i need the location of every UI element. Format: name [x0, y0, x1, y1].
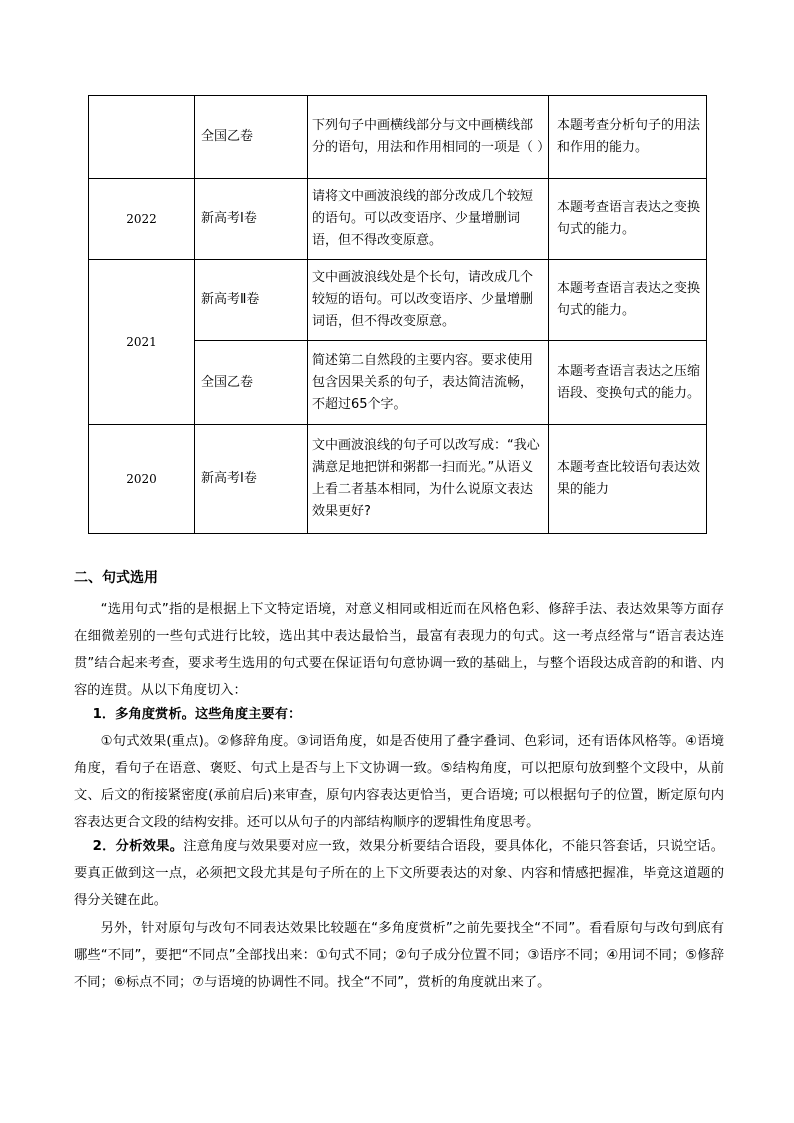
year-cell: 2022 [89, 179, 195, 260]
requirement-cell: 本题考查语言表达之变换句式的能力。 [549, 260, 707, 341]
point2-heading: 2．分析效果。 [92, 839, 184, 854]
table-row [89, 260, 707, 341]
table-row [89, 179, 707, 260]
year-cell: 2020 [89, 425, 195, 534]
question-cell: 文中画波浪线的句子可以改写成：“我心满意足地把饼和粥都一扫而光。”从语义上看二者基本相同，为什么说原文表达效果更好? [308, 425, 549, 534]
question-cell: 文中画波浪线处是个长句，请改成几个较短的语句。可以改变语序、少量增删词语，但不得改变原意。 [308, 260, 549, 341]
exam-question-table [88, 95, 707, 534]
point1-heading [74, 701, 724, 728]
question-cell: 请将文中画波浪线的部分改成几个较短的语句。可以改变语序、少量增删词语，但不得改变原意。 [308, 179, 549, 260]
requirement-cell: 本题考查语言表达之变换句式的能力。 [549, 179, 707, 260]
section-heading: 二、句式选用 [74, 570, 158, 586]
paper-cell: 全国乙卷 [195, 341, 308, 425]
year-cell: 2021 [89, 260, 195, 425]
requirement-cell: 本题考查语言表达之压缩语段、变换句式的能力。 [549, 341, 707, 425]
table-row [89, 425, 707, 534]
point2-paragraph [74, 833, 724, 914]
intro-paragraph: “选用句式”指的是根据上下文特定语境，对意义相同或相近而在风格色彩、修辞手法、表达效果等方面存在细微差别的一些句式进行比较，选出其中表达最恰当，最富有表现力的句式。这一考点经常与“语言表达连贯”结合起来考查，要求考生选用的句式要在保证语句句意协调一致的基础上，与整个语段达成音韵的和谐、内容的连贯。从以下角度切入： [74, 602, 724, 698]
requirement-cell: 本题考查比较语句表达效果的能力 [549, 425, 707, 534]
point1-paragraph: ①句式效果(重点)。②修辞角度。③词语角度，如是否使用了叠字叠词、色彩词，还有语体风格等。④语境角度，看句子在语意、褒贬、句式上是否与上下文协调一致。⑤结构角度，可以把原句放到整个文段中，从前文、后文的衔接紧密度(承前启后)来审查，原句内容表达更恰当，更合语境; 可以根据句子的位置，断定原句内容表达更合文段的结构安排。还可以从句子的内部结构顺序的逻辑性角度思考。 [74, 734, 724, 830]
point1-heading-text: 1．多角度赏析。这些角度主要有： [92, 707, 302, 722]
question-cell: 下列句子中画横线部分与文中画横线部分的语句，用法和作用相同的一项是（ ） [308, 96, 549, 179]
point2-body: 注意角度与效果要对应一致，效果分析要结合语段，要具体化，不能只答套话，只说空话。要真正做到这一点，必须把文段尤其是句子所在的上下文所要表达的对象、内容和情感把握准，毕竟这道题的得分关键在此。 [74, 839, 724, 908]
paper-cell: 新高考Ⅰ卷 [195, 425, 308, 534]
question-cell: 简述第二自然段的主要内容。要求使用包含因果关系的句子，表达简洁流畅，不超过65个字。 [308, 341, 549, 425]
paper-cell: 新高考Ⅰ卷 [195, 179, 308, 260]
requirement-cell: 本题考查分析句子的用法和作用的能力。 [549, 96, 707, 179]
year-cell [89, 96, 195, 179]
table-row [89, 96, 707, 179]
closing-paragraph: 另外，针对原句与改句不同表达效果比较题在“多角度赏析”之前先要找全“不同”。看看原句与改句到底有哪些“不同”，要把“不同点”全部找出来：①句式不同；②句子成分位置不同；③语序不同；④用词不同；⑤修辞不同；⑥标点不同；⑦与语境的协调性不同。找全“不同”，赏析的角度就出来了。 [74, 921, 724, 990]
paper-cell: 全国乙卷 [195, 96, 308, 179]
paper-cell: 新高考Ⅱ卷 [195, 260, 308, 341]
